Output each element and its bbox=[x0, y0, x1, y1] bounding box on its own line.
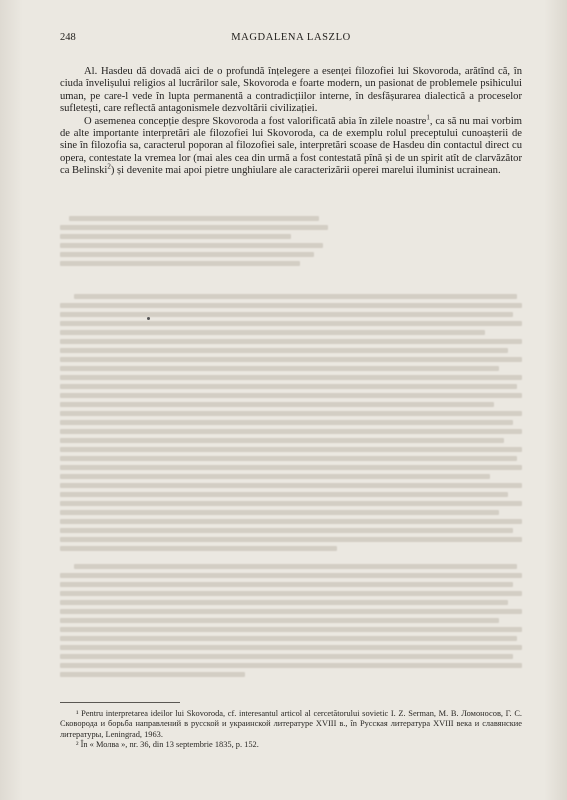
bleed-through-block-2 bbox=[60, 290, 522, 551]
page-number: 248 bbox=[60, 32, 76, 43]
paragraph-2 bbox=[60, 113, 523, 178]
footnote-1: ¹ Pentru interpretarea ideilor lui Skovoroda, cf. interesantul articol al cercetătorului sovietic I. Z. Serman, М. В. Ломоносов, Г. С. Сковорода и борьба направлений в русской и украинской литературе XVIII в., în Русская литература XVIII века и славянские литературы, Leningrad, 1963. bbox=[60, 709, 522, 739]
paragraph-2-text-a: O asemenea concepție despre Skovoroda a fost valorificată abia în zilele noastre bbox=[84, 115, 427, 127]
footnote-ref-2: 2 bbox=[107, 162, 111, 171]
paragraph-2-text-c: ) și devenite mai apoi pietre unghiulare ale caracterizării operei marelui iluminist ucrainean. bbox=[110, 165, 501, 177]
running-head: MAGDALENA LASZLO bbox=[231, 32, 351, 43]
bleed-through-block-3 bbox=[60, 560, 522, 677]
bleed-through-block-1 bbox=[60, 212, 522, 266]
page-header bbox=[60, 32, 522, 48]
footnote-rule bbox=[60, 702, 180, 703]
ink-speck bbox=[147, 317, 150, 320]
footnote-ref-1: 1 bbox=[426, 113, 430, 122]
paragraph-2-text-b: , ca să nu mai vorbim de alte importante interpretări ale filozofiei lui Skovoroda, ca de exemplu rolul preceptului cunoașterii de sine în filozofia sa, caracterul poporan al filozofiei sale, interpretări scoase de Hasdeu din contactul direct cu opera, contestate la vremea lor (mai ales cea din urmă a fost contestată pînă și de un spirit atît de clarvăzător ca Belinski bbox=[60, 115, 523, 177]
main-text bbox=[60, 66, 522, 178]
footnotes bbox=[60, 709, 522, 751]
footnote-2: ² În « Молва », nr. 36, din 13 septembrie 1835, p. 152. bbox=[76, 740, 259, 750]
paragraph-1: Al. Hasdeu dă dovadă aici de o profundă înțelegere a esenței filozofiei lui Skovoroda, arătînd că, în ciuda învelișului religios al lucrărilor sale, Skovoroda e foarte modern, un pasionat de problemele psihicului uman, pe care-l vede în lupta permanentă a contradicțiilor interne, în desfășurarea dialectică a proceselor sufletești, care reflectă antagonismele dezvoltării civilizației. bbox=[60, 66, 522, 115]
